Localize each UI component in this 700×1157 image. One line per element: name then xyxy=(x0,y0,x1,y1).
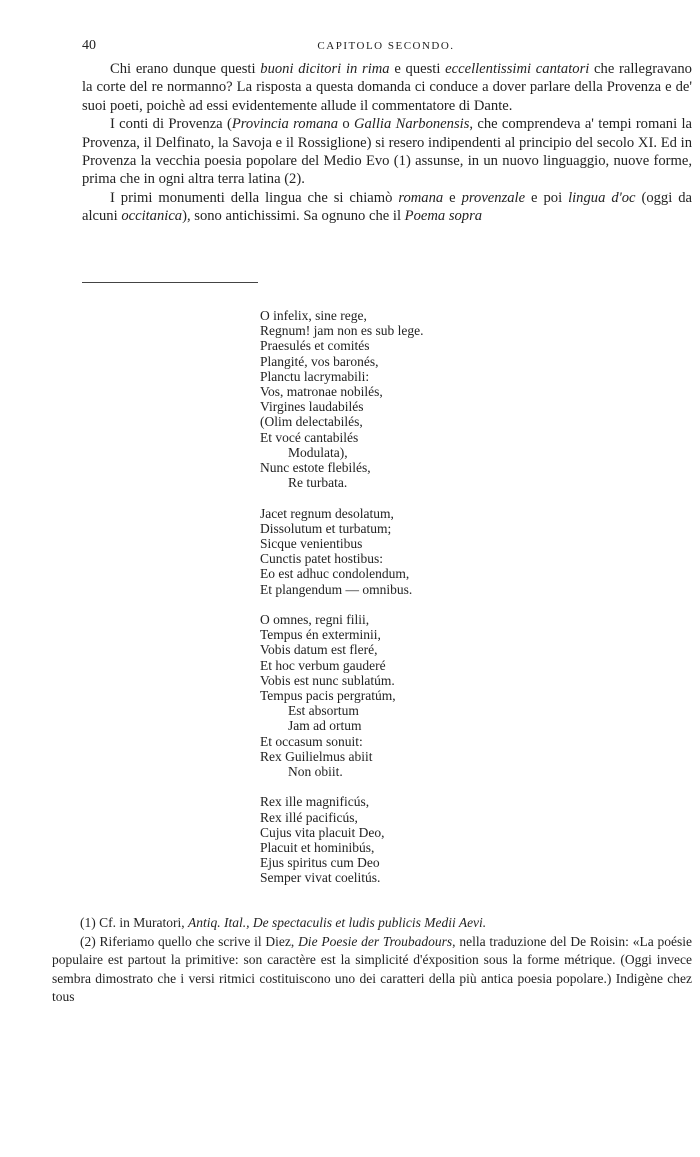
poem-line: Re turbata. xyxy=(288,475,348,491)
italic-text: buoni dicitori in rima xyxy=(260,61,390,77)
poem-line: Rex Guilielmus abiit xyxy=(260,748,373,764)
poem-line: Plangité, vos baronés, xyxy=(260,353,379,369)
poem-line: Tempus én exterminii, xyxy=(260,627,381,643)
poem-line: Cunctis patet hostibus: xyxy=(260,551,383,567)
italic-text: romana xyxy=(398,189,444,206)
text-run: , nella traduzione del De Roisin: «La poésie populaire est partout la primitive: son caractère est la simplicité d'éxposition sous la forme métrique. (Oggi invece sembra dimostrato che i versi ritmici costituiscono uno dei caratteri della più antica poesia popolare.) Indigène chez tous xyxy=(52,933,692,1005)
poem-line: Vobis est nunc sublatúm. xyxy=(260,672,395,688)
poem-line: Et vocé cantabilés xyxy=(260,429,359,445)
text-run: ), sono antichissimi. Sa ognuno che il xyxy=(182,208,405,225)
poem-line: Non obiit. xyxy=(288,764,343,780)
running-head: CAPITOLO SECONDO. xyxy=(317,40,455,52)
poem-line: Vos, matronae nobilés, xyxy=(260,384,383,400)
poem-line: Et hoc verbum gauderé xyxy=(260,657,386,673)
text-run: (1) Cf. in Muratori, xyxy=(80,915,188,930)
page-header xyxy=(82,38,690,56)
poem-line: Praesulés et comités xyxy=(260,338,370,354)
poem-line: Modulata), xyxy=(288,444,348,460)
latin-poem xyxy=(260,308,423,886)
poem-line: Eo est adhuc condolendum, xyxy=(260,566,410,582)
italic-text: Poema sopra xyxy=(404,208,483,225)
paragraph xyxy=(82,115,692,189)
poem-line: Semper vivat coelitús. xyxy=(260,870,381,886)
poem-line: Est absortum xyxy=(288,703,359,719)
text-run: (2) Riferiamo quello che scrive il Diez, xyxy=(80,933,299,949)
poem-line: Et occasum sonuit: xyxy=(260,733,363,749)
poem-line: Jacet regnum desolatum, xyxy=(260,505,394,521)
text-run: e questi xyxy=(389,61,446,77)
footnote xyxy=(52,933,692,1007)
italic-text: Antiq. Ital., De spectaculis et ludis publicis Medii Aevi. xyxy=(187,915,487,930)
poem-line: Virgines laudabilés xyxy=(260,399,364,415)
text-run: e poi xyxy=(525,189,569,206)
italic-text: lingua d'oc xyxy=(568,189,636,206)
poem-line: Rex illé pacificús, xyxy=(260,809,358,825)
section-rule xyxy=(82,282,258,283)
text-run: o xyxy=(338,116,354,133)
poem-line: Dissolutum et turbatum; xyxy=(260,520,392,536)
poem-line: Et plangendum — omnibus. xyxy=(260,581,413,597)
text-run: I conti di Provenza ( xyxy=(110,116,232,133)
poem-line: Nunc estote flebilés, xyxy=(260,460,371,476)
poem-line: Placuit et hominibús, xyxy=(260,840,375,856)
poem-line: O infelix, sine rege, xyxy=(260,308,367,323)
poem-line: (Olim delectabilés, xyxy=(260,414,363,430)
poem-line: O omnes, regni filii, xyxy=(260,612,370,628)
poem-stanza xyxy=(260,794,423,885)
text-run: e xyxy=(443,189,462,206)
page-number: 40 xyxy=(82,38,96,53)
paragraph xyxy=(82,60,692,115)
poem-stanza xyxy=(260,506,423,597)
poem-line: Jam ad ortum xyxy=(288,718,362,734)
text-run: I primi monumenti della lingua che si chiamò xyxy=(110,189,399,206)
poem-stanza xyxy=(260,612,423,779)
poem-line: Vobis datum est fleré, xyxy=(260,642,378,658)
italic-text: occitanica xyxy=(121,208,183,225)
italic-text: provenzale xyxy=(461,189,526,206)
italic-text: Provincia romana xyxy=(231,116,339,133)
poem-line: Cujus vita placuit Deo, xyxy=(260,824,385,840)
italic-text: eccellentissimi cantatori xyxy=(445,61,590,77)
text-run: che rallegravano la corte del re normanno? La risposta a questa domanda ci conduce a dover parlare della Provenza e de' suoi poeti, poichè ad essi evidentemente allude il commentatore di Dante. xyxy=(82,61,692,114)
poem-line: Tempus pacis pergratúm, xyxy=(260,688,396,704)
footnote xyxy=(52,914,692,933)
poem-line: Rex ille magnificús, xyxy=(260,794,370,810)
poem-stanza xyxy=(260,308,423,490)
footnotes xyxy=(52,914,692,1007)
text-run: , che comprendeva a' tempi romani la Provenza, il Delfinato, la Savoja e il Rossiglione) si resero indipendenti al principio del secolo XI. Ed in Provenza la vecchia poesia popolare del Medio Evo (1) assunse, in un nuovo linguaggio, nuove forme, prima che in ogni altra terra latina (2). xyxy=(82,116,692,188)
poem-line: Regnum! jam non es sub lege. xyxy=(260,323,424,339)
poem-line: Planctu lacrymabili: xyxy=(260,368,370,384)
italic-text: Gallia Narbonensis xyxy=(353,116,470,133)
text-run: Chi erano dunque questi xyxy=(110,61,261,77)
italic-text: Die Poesie der Troubadours xyxy=(298,933,453,949)
text-run: (oggi da alcuni xyxy=(82,189,693,225)
poem-line: Ejus spiritus cum Deo xyxy=(260,855,380,871)
main-text xyxy=(82,60,692,226)
paragraph xyxy=(82,189,692,226)
poem-line: Sicque venientibus xyxy=(260,536,363,552)
